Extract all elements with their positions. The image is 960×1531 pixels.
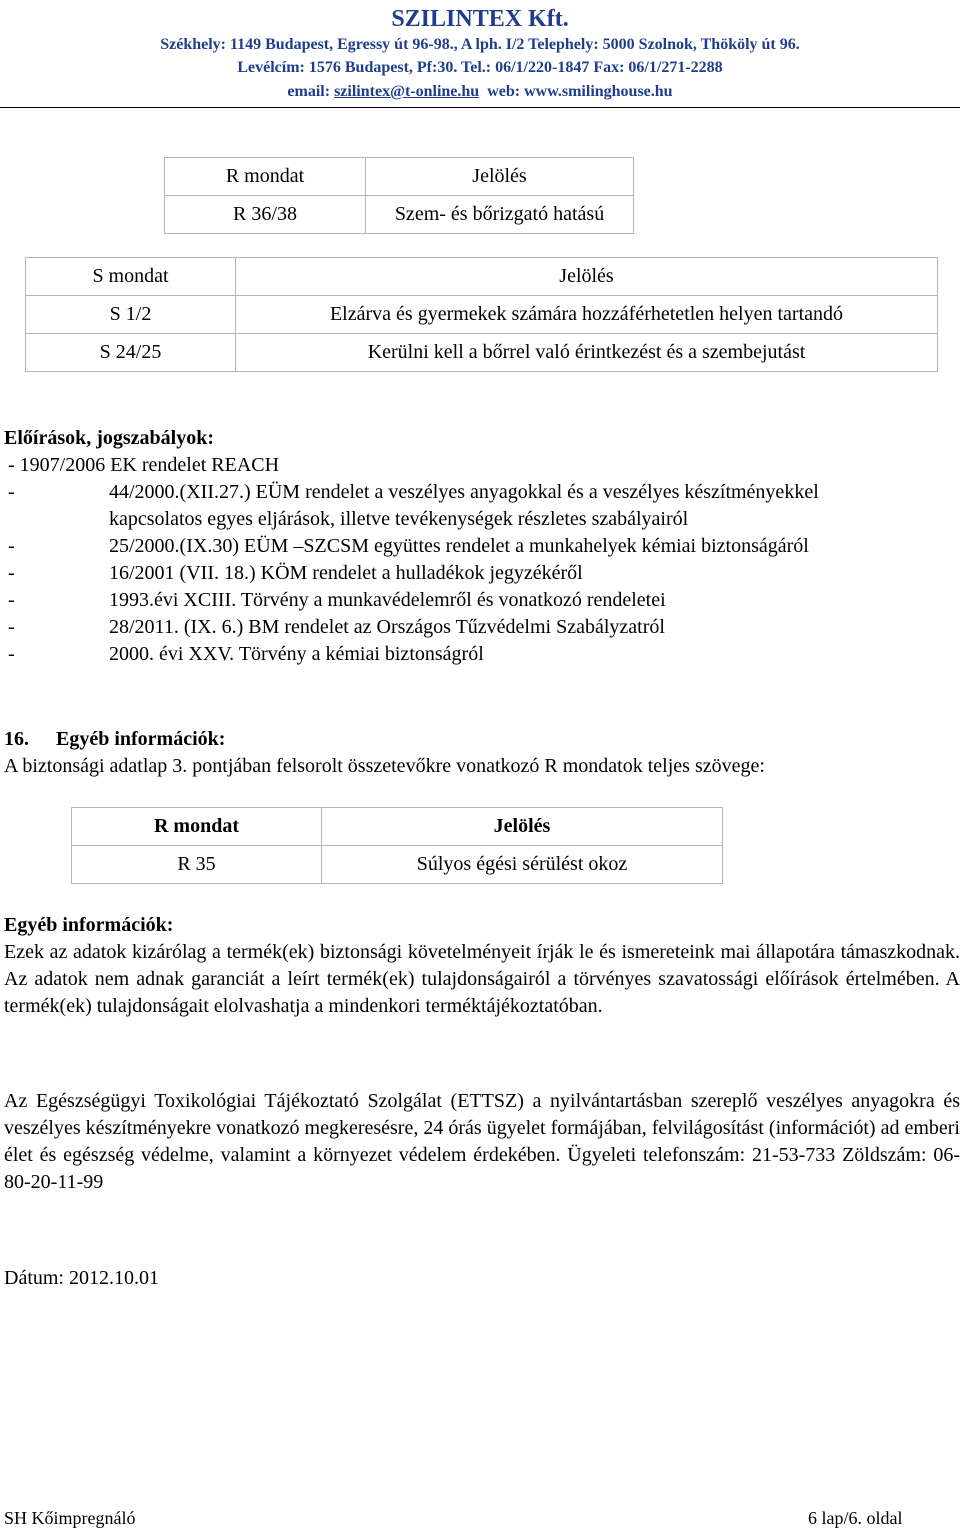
r-phrase-table xyxy=(164,157,634,234)
table-header-row xyxy=(72,808,723,846)
regulation-list xyxy=(8,479,953,668)
list-item-text: kapcsolatos egyes eljárások, illetve tevékenységek részletes szabályairól xyxy=(109,508,689,530)
list-dash: - xyxy=(8,562,15,584)
other-info-paragraph: Ezek az adatok kizárólag a termék(ek) biztonsági követelményeit írják le és ismereteink mai állapotára támaszkodnak. Az adatok nem adnak garanciát a leírt termék(ek) tulajdonságairól a törvényes szavatossági előírások értelmében. A termék(ek) tulajdonságait elolvashatja a mindenkori terméktájékoztatóban. xyxy=(4,941,960,1017)
table-row xyxy=(165,196,634,234)
table-row xyxy=(26,296,938,334)
footer-product-name: SH Kőimpregnáló xyxy=(4,1508,136,1528)
regulation-item-reach: - 1907/2006 EK rendelet REACH xyxy=(8,454,280,476)
r35-table xyxy=(71,807,723,846)
list-dash: - xyxy=(8,481,15,503)
table-cell: R 35 xyxy=(72,846,322,884)
list-dash: - xyxy=(8,589,15,611)
list-item-text: 28/2011. (IX. 6.) BM rendelet az Országos Tűzvédelmi Szabályzatról xyxy=(109,616,665,638)
footer-page-number: 6 lap/6. oldal xyxy=(808,1508,903,1528)
header-contact-line: Levélcím: 1576 Budapest, Pf:30. Tel.: 06/1/220-1847 Fax: 06/1/271-2288 xyxy=(237,59,723,76)
regulations-title: Előírások, jogszabályok: xyxy=(4,427,215,449)
table-cell: S 1/2 xyxy=(26,296,236,334)
table-cell: S 24/25 xyxy=(26,334,236,372)
list-dash: - xyxy=(8,643,15,665)
header-address-line: Székhely: 1149 Budapest, Egressy út 96-98., A lph. I/2 Telephely: 5000 Szolnok, Thököly út 96. xyxy=(160,36,800,53)
table-header-cell: Jelölés xyxy=(322,808,723,846)
list-item-text: 25/2000.(IX.30) EÜM –SZCSM együttes rendelet a munkahelyek kémiai biztonságáról xyxy=(109,535,809,557)
s-phrase-table xyxy=(25,257,938,372)
list-dash: - xyxy=(8,616,15,638)
other-info-title: Egyéb információk: xyxy=(4,914,174,936)
table-cell: Súlyos égési sérülést okoz xyxy=(322,846,723,884)
email-label: email: xyxy=(287,83,331,100)
list-item xyxy=(8,587,953,614)
list-item xyxy=(8,614,953,641)
list-item xyxy=(8,641,953,668)
table-header-cell: R mondat xyxy=(165,158,366,196)
table-row xyxy=(26,334,938,372)
table-row xyxy=(72,846,723,884)
list-item xyxy=(8,479,953,533)
table-header-row xyxy=(165,158,634,196)
table-header-cell: S mondat xyxy=(26,258,236,296)
web-address: web: www.smilinghouse.hu xyxy=(487,83,673,100)
section-16-intro: A biztonsági adatlap 3. pontjában felsorolt összetevőkre vonatkozó R mondatok teljes szövege: xyxy=(4,755,765,777)
ettsz-paragraph: Az Egészségügyi Toxikológiai Tájékoztató Szolgálat (ETTSZ) a nyilvántartásban szereplő veszélyes anyagokra és veszélyes készítményekre vonatkozó megkeresésre, 24 órás ügyelet formájában, felvilágosítást (információt) ad emberi élet és egészség védelme, valamint a környezet védelem érdekében. Ügyeleti telefonszám: 21-53-733 Zöldszám: 06-80-20-11-99 xyxy=(4,1090,960,1193)
section-number: 16. xyxy=(4,728,29,750)
section-title: Egyéb információk: xyxy=(56,728,226,750)
table-header-cell: R mondat xyxy=(72,808,322,846)
table-cell: Szem- és bőrizgató hatású xyxy=(366,196,634,234)
table-cell: R 36/38 xyxy=(165,196,366,234)
r35-table-body xyxy=(71,845,723,884)
list-item-text: 44/2000.(XII.27.) EÜM rendelet a veszélyes anyagokkal és a veszélyes készítményekkel xyxy=(109,481,819,503)
table-header-cell: Jelölés xyxy=(236,258,938,296)
list-item-text: 16/2001 (VII. 18.) KÖM rendelet a hulladékok jegyzékéről xyxy=(109,562,583,584)
table-header-row xyxy=(26,258,938,296)
header-email-web-line xyxy=(0,83,960,101)
header-divider xyxy=(0,107,960,108)
list-dash: - xyxy=(8,535,15,557)
list-item xyxy=(8,533,953,560)
company-name: SZILINTEX Kft. xyxy=(391,6,569,32)
section-16-heading xyxy=(4,726,225,753)
table-cell: Elzárva és gyermekek számára hozzáférhetetlen helyen tartandó xyxy=(236,296,938,334)
email-link[interactable]: szilintex@t-online.hu xyxy=(334,83,480,100)
list-item xyxy=(8,560,953,587)
list-item-text: 1993.évi XCIII. Törvény a munkavédelemről és vonatkozó rendeletei xyxy=(109,589,666,611)
table-header-cell: Jelölés xyxy=(366,158,634,196)
table-cell: Kerülni kell a bőrrel való érintkezést és a szembejutást xyxy=(236,334,938,372)
list-item-text: 2000. évi XXV. Törvény a kémiai biztonságról xyxy=(109,643,484,665)
document-date: Dátum: 2012.10.01 xyxy=(4,1267,159,1289)
